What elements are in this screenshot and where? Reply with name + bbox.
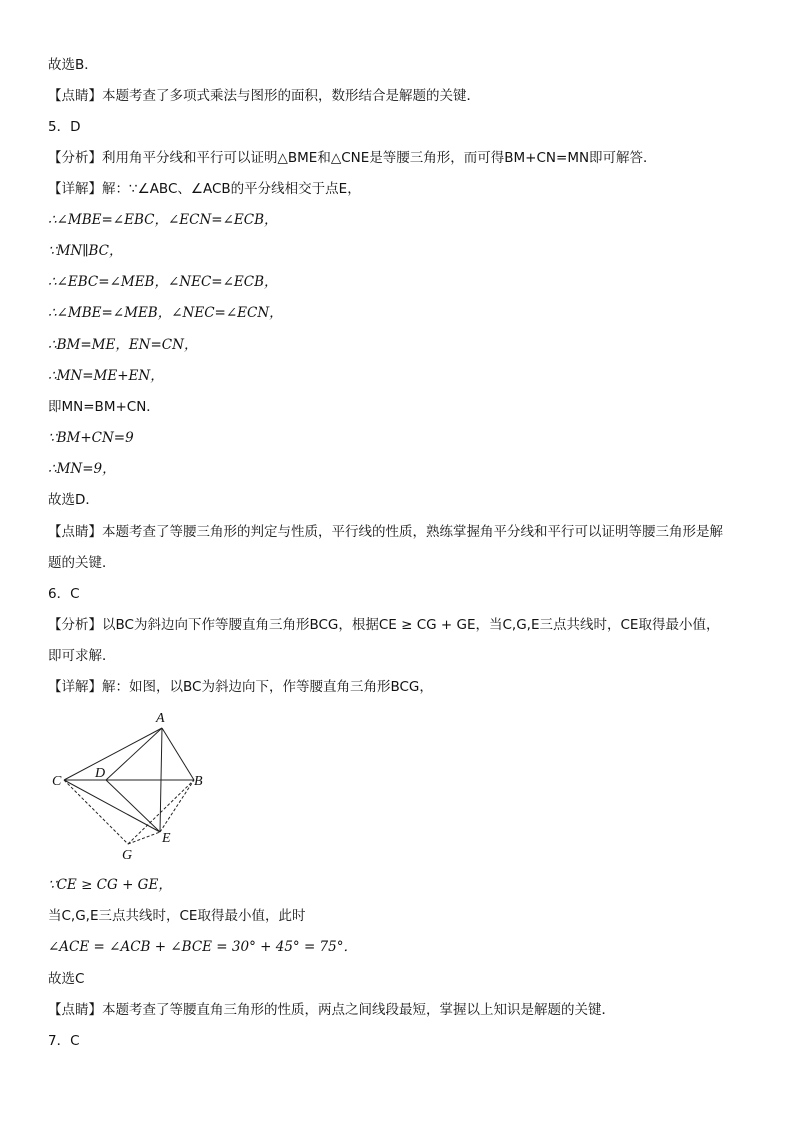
edge-ge — [128, 832, 160, 844]
text-line: 【点睛】本题考查了等腰三角形的判定与性质，平行线的性质，熟练掌握角平分线和平行可以证明等腰三角形是解 — [48, 524, 723, 540]
label-a: A — [156, 711, 165, 726]
text-line: ∴∠MBE=∠EBC，∠ECN=∠ECB， — [48, 212, 278, 228]
label-d: D — [95, 766, 106, 781]
text-line: 【分析】以BC为斜边向下作等腰直角三角形BCG，根据CE ≥ CG + GE，当C,G,E三点共线时，CE取得最小值， — [48, 617, 720, 633]
text-line: 题的关键． — [48, 555, 116, 571]
text-line: 6．C — [48, 586, 80, 602]
text-line: 即MN=BM+CN． — [48, 399, 160, 415]
text-line: ∴∠MBE=∠MEB，∠NEC=∠ECN， — [48, 305, 283, 321]
text-line: 即可求解． — [48, 648, 116, 664]
text-line: ∴MN=ME+EN， — [48, 368, 164, 384]
text-line: 【详解】解：∵∠ABC、∠ACB的平分线相交于点E， — [48, 181, 361, 197]
text-line: 【详解】解：如图，以BC为斜边向下，作等腰直角三角形BCG， — [48, 679, 433, 695]
geometry-figure — [48, 708, 218, 868]
text-line: ∴MN=9， — [48, 461, 116, 477]
label-b: B — [194, 774, 203, 789]
geometry-diagram — [48, 708, 218, 868]
edge-da — [106, 728, 162, 780]
text-line: ∠ACE = ∠ACB + ∠BCE = 30° + 45° = 75°． — [48, 939, 357, 955]
text-line: ∵CE ≥ CG + GE， — [48, 877, 172, 893]
edge-cg — [64, 780, 128, 844]
text-line: 【点睛】本题考查了等腰直角三角形的性质，两点之间线段最短，掌握以上知识是解题的关键． — [48, 1002, 615, 1018]
text-line: 故选C — [48, 971, 85, 987]
text-line: 7．C — [48, 1033, 80, 1049]
text-line: 故选B． — [48, 57, 98, 73]
edge-ce — [64, 780, 160, 832]
text-line: ∴BM=ME，EN=CN， — [48, 337, 198, 353]
text-line: 5．D — [48, 119, 81, 135]
label-c: C — [52, 774, 62, 789]
text-line: 【点睛】本题考查了多项式乘法与图形的面积，数形结合是解题的关键． — [48, 88, 480, 104]
text-line: 【分析】利用角平分线和平行可以证明△BME和△CNE是等腰三角形，而可得BM+CN=MN即可解答． — [48, 150, 657, 166]
text-line: 故选D． — [48, 492, 99, 508]
text-line: ∵BM+CN=9 — [48, 430, 134, 446]
text-line: ∵MN∥BC， — [48, 243, 123, 259]
label-g: G — [122, 848, 133, 863]
edge-ab — [162, 728, 194, 780]
edge-eb — [160, 780, 194, 832]
edge-ca — [64, 728, 162, 780]
text-line: ∴∠EBC=∠MEB，∠NEC=∠ECB， — [48, 274, 278, 290]
label-e: E — [162, 831, 171, 846]
edge-de — [106, 780, 160, 832]
text-line: 当C,G,E三点共线时，CE取得最小值，此时 — [48, 908, 306, 924]
